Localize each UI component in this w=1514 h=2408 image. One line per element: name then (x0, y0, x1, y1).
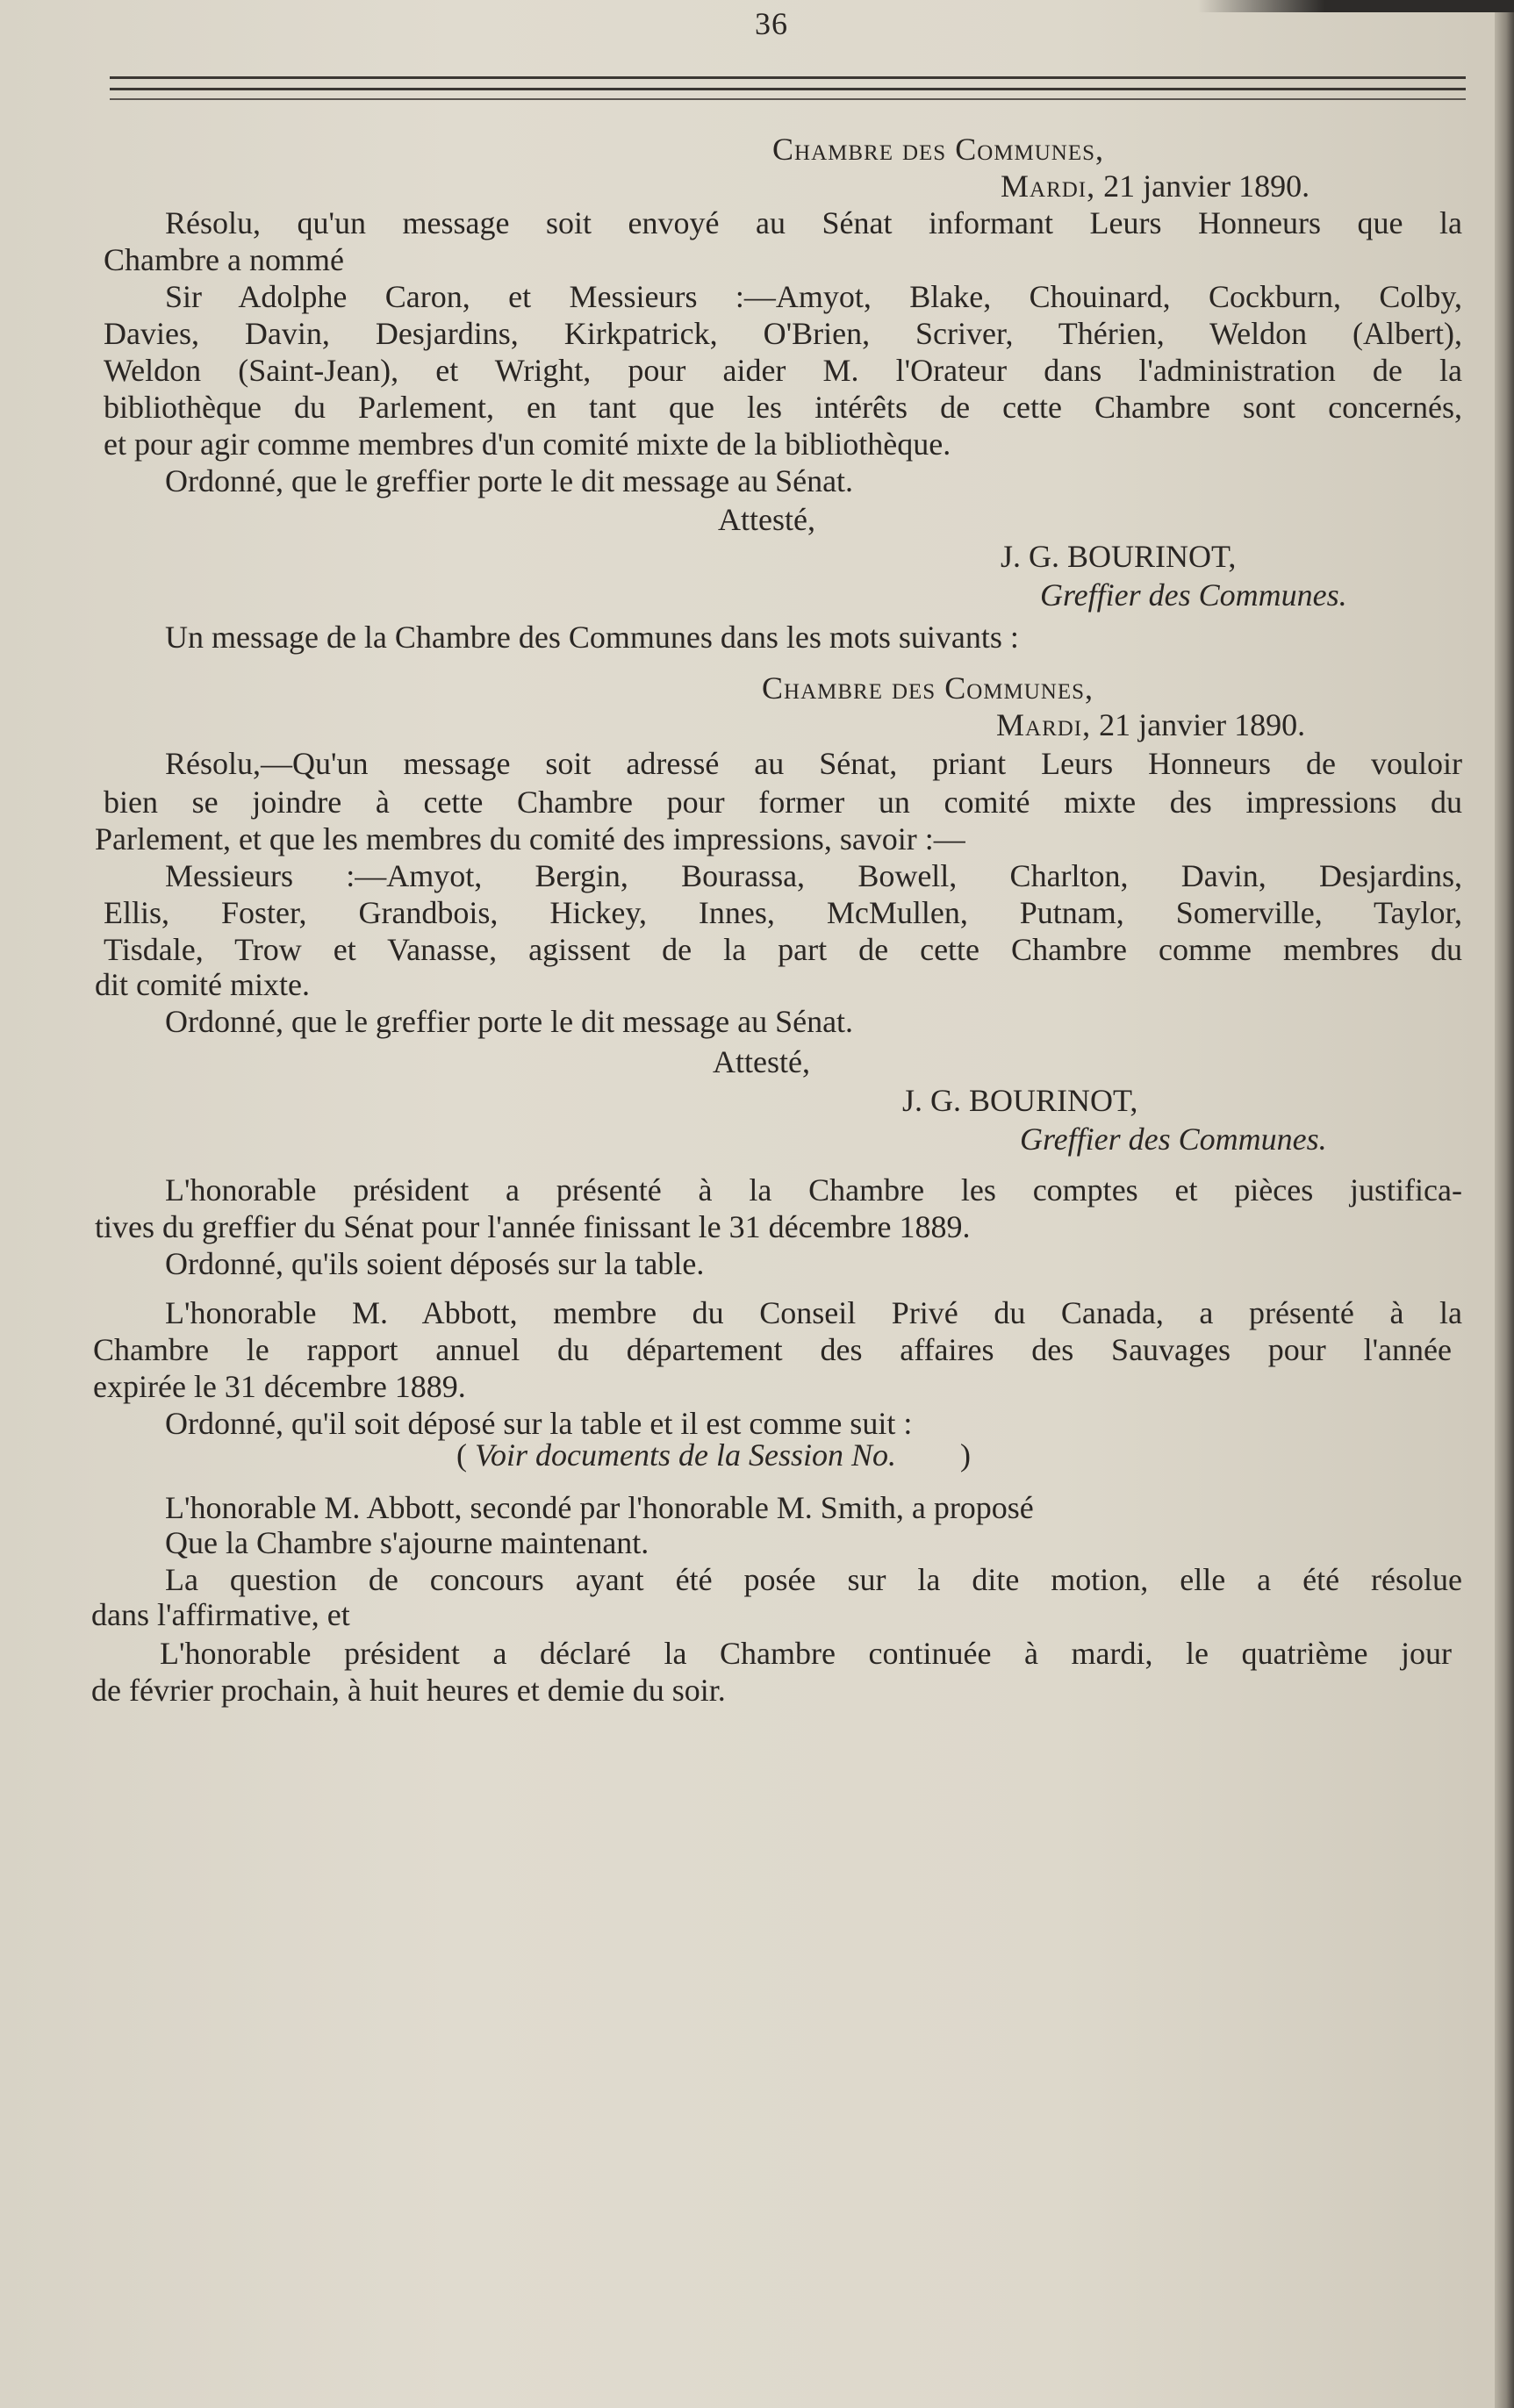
ajournement-line3: La question de concours ayant été posée sur la dite motion, elle a été résolue (165, 1562, 1462, 1597)
ajournement-line4: dans l'affirmative, et (91, 1597, 350, 1632)
page-number: 36 (755, 6, 788, 41)
message1-p1-line1: Résolu, qu'un message soit envoyé au Sénat informant Leurs Honneurs que la (165, 205, 1462, 240)
message2-attest: Attesté, (713, 1044, 810, 1079)
message2-p2-line2: Ellis, Foster, Grandbois, Hickey, Innes, McMullen, Putnam, Somerville, Taylor, (104, 895, 1462, 930)
message2-p1-line1: Résolu,—Qu'un message soit adressé au Sénat, priant Leurs Honneurs de vouloir (165, 746, 1462, 781)
voir-documents (456, 1439, 971, 1471)
message1-attest: Attesté, (718, 502, 815, 537)
message2-signer: J. G. BOURINOT, (902, 1083, 1138, 1118)
header-rule (110, 76, 1466, 79)
rapport-line2: Chambre le rapport annuel du département des affaires des Sauvages pour l'année (93, 1332, 1452, 1367)
ajournement-line5: L'honorable président a déclaré la Chambre continuée à mardi, le quatrième jour (160, 1636, 1452, 1671)
message2-p1-line2: bien se joindre à cette Chambre pour former un comité mixte des impressions du (104, 785, 1462, 820)
message1-header-place: Chambre des Communes, (772, 132, 1105, 167)
voir-documents-text: Voir documents de la Session No. (475, 1437, 896, 1473)
header-rule (110, 88, 1466, 90)
message1-signer: J. G. BOURINOT, (1001, 539, 1237, 574)
message2-header-date-line (996, 709, 1305, 741)
comptes-line1: L'honorable président a présenté à la Chambre les comptes et pièces justifica- (165, 1172, 1462, 1208)
message1-ordonne: Ordonné, que le greffier porte le dit message au Sénat. (165, 463, 854, 498)
message2-header-place: Chambre des Communes, (762, 670, 1094, 706)
ajournement-line6: de février prochain, à huit heures et demie du soir. (91, 1673, 726, 1708)
message1-p2-line3: Weldon (Saint-Jean), et Wright, pour aider M. l'Orateur dans l'administration de la (104, 353, 1462, 388)
message1-header-date: 21 janvier 1890. (1103, 168, 1310, 204)
message1-p2-line5: et pour agir comme membres d'un comité mixte de la bibliothèque. (104, 426, 951, 462)
message2-p2-line1: Messieurs :—Amyot, Bergin, Bourassa, Bowell, Charlton, Davin, Desjardins, (165, 858, 1462, 893)
message2-p1-line3: Parlement, et que les membres du comité des impressions, savoir :— (95, 821, 965, 856)
rapport-line1: L'honorable M. Abbott, membre du Conseil Privé du Canada, a présenté à la (165, 1295, 1462, 1330)
message1-p2-line2: Davies, Davin, Desjardins, Kirkpatrick, O'Brien, Scriver, Thérien, Weldon (Albert), (104, 316, 1462, 351)
message2-ordonne: Ordonné, que le greffier porte le dit message au Sénat. (165, 1004, 854, 1039)
message2-p2-line3: Tisdale, Trow et Vanasse, agissent de la part de cette Chambre comme membres du (104, 932, 1462, 967)
ajournement-line1: L'honorable M. Abbott, secondé par l'honorable M. Smith, a proposé (165, 1490, 1034, 1525)
rapport-line3: expirée le 31 décembre 1889. (93, 1369, 466, 1404)
comptes-ordonne: Ordonné, qu'ils soient déposés sur la table. (165, 1246, 705, 1281)
message1-header-day: Mardi, (1001, 168, 1096, 204)
message2-signer-title: Greffier des Communes. (1020, 1122, 1327, 1157)
header-rule (110, 98, 1466, 100)
message2-header-day: Mardi, (996, 707, 1092, 742)
ajournement-line2: Que la Chambre s'ajourne maintenant. (165, 1525, 649, 1560)
message1-p2-line4: bibliothèque du Parlement, en tant que les intérêts de cette Chambre sont concernés, (104, 390, 1462, 425)
page-edge-shadow (1495, 0, 1514, 2408)
voir-close-paren: ) (959, 1437, 971, 1473)
page-top-shadow (1198, 0, 1514, 12)
comptes-line2: tives du greffier du Sénat pour l'année finissant le 31 décembre 1889. (95, 1209, 971, 1244)
message1-header-date-line (1001, 170, 1310, 202)
rapport-ordonne: Ordonné, qu'il soit déposé sur la table et il est comme suit : (165, 1406, 913, 1441)
intro-message2: Un message de la Chambre des Communes dans les mots suivants : (165, 620, 1019, 655)
message2-header-date: 21 janvier 1890. (1099, 707, 1306, 742)
voir-open-paren: ( (456, 1437, 467, 1473)
message2-p2-line4: dit comité mixte. (95, 967, 310, 1002)
message1-p2-line1: Sir Adolphe Caron, et Messieurs :—Amyot, Blake, Chouinard, Cockburn, Colby, (165, 279, 1462, 314)
message1-p1-line2: Chambre a nommé (104, 242, 344, 277)
message1-signer-title: Greffier des Communes. (1040, 577, 1347, 613)
